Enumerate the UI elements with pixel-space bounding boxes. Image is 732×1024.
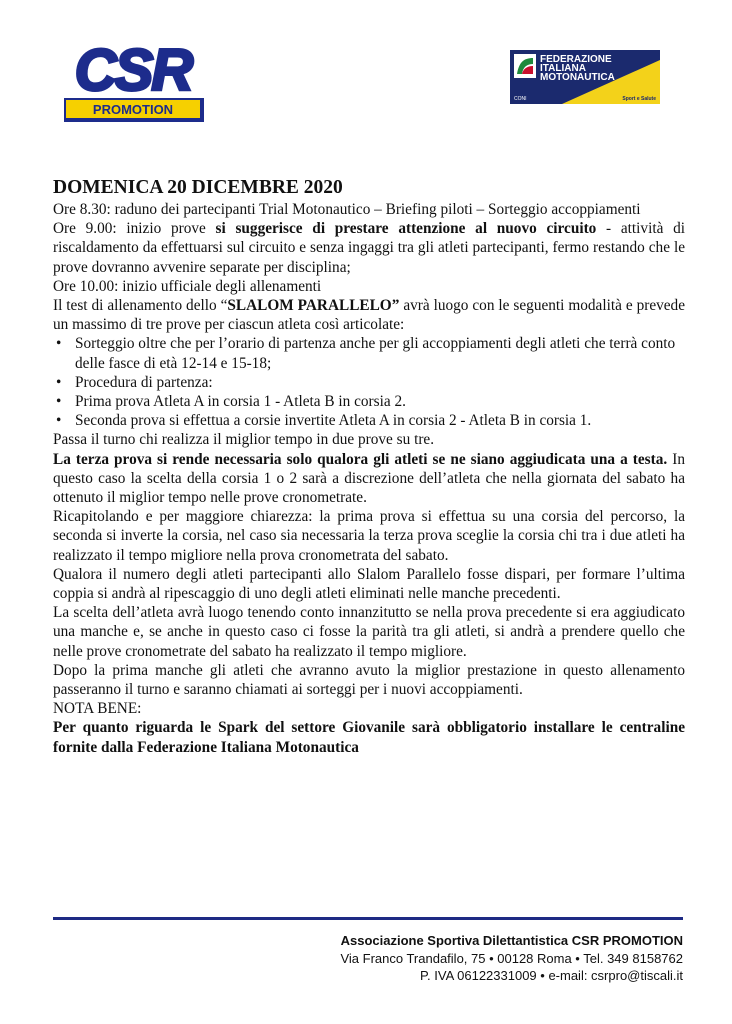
list-item: • Procedura di partenza: [53, 373, 685, 392]
slalom-parallelo-name: SLALOM PARALLELO” [227, 297, 400, 315]
csr-promotion-logo [60, 30, 206, 124]
federazione-italiana-motonautica-logo [510, 50, 660, 104]
footer-address: Via Franco Trandafilo, 75 • 00128 Roma • Tel. 349 8158762 [340, 950, 683, 966]
recap-paragraph: Ricapitolando e per maggiore chiarezza: la prima prova si effettua su una corsia del percorso, la seconda si inverte la corsia, nel caso sia necessaria la terza prova sceglie la corsia chi tra i due atleti ha realizzato il tempo migliore nella prova cronometrata del sabato. [53, 508, 685, 564]
after-first-manche-paragraph: Dopo la prima manche gli atleti che avranno avuto la miglior prestazione in questo allenamento passeranno il turno e saranno chiamati ai sorteggi per i nuovi accoppiamenti. [53, 661, 685, 699]
document-title: DOMENICA 20 DICEMBRE 2020 [53, 177, 343, 198]
schedule-1000: Ore 10.00: inizio ufficiale degli allenamenti [53, 277, 322, 295]
schedule-900-detail: - attività di riscaldamento da effettuarsi sul circuito e senza ingaggi tra gli atleti partecipanti, fermo restando che le prove dovranno avvenire separate per disciplina; [53, 220, 685, 276]
fim-logo-line1: FEDERAZIONE [540, 54, 612, 65]
third-race-rule-bold: La terza prova si rende necessaria solo qualora gli atleti se ne siano aggiudicata una a testa. [53, 450, 668, 468]
third-race-rule-detail: In questo caso la scelta della corsia 1 o 2 sarà a discrezione dell’atleta che nella giornata del sabato ha ottenuto il miglior tempo nelle prove cronometrate. [53, 450, 686, 507]
slalom-intro-c: avrà luogo con le seguenti modalità e prevede un massimo di tre prove per ciascun atleta così articolate: [53, 297, 685, 334]
list-item: • Prima prova Atleta A in corsia 1 - Atleta B in corsia 2. [53, 392, 685, 411]
schedule-900 [53, 219, 685, 277]
footer-divider [53, 917, 683, 920]
slalom-intro-a: Il test di allenamento dello “ [53, 297, 228, 315]
fim-logo-line3: MOTONAUTICA [540, 72, 615, 83]
third-race-rule [53, 450, 685, 508]
athlete-choice-paragraph: La scelta dell’atleta avrà luogo tenendo conto innanzitutto se nella prova precedente si era aggiudicato una manche e, se anche in questo caso ci fosse la parità tra gli atleti, si andrà a prendere quello che nelle prove cronometrate del sabato ha realizzato il tempo migliore. [53, 604, 685, 660]
list-item: • Sorteggio oltre che per l’orario di partenza anche per gli accoppiamenti degli atleti che terrà conto delle fasce di età 12-14 e 15-18; [53, 334, 685, 372]
footer-organization: Associazione Sportiva Dilettantistica CSR PROMOTION [340, 933, 683, 948]
odd-number-paragraph: Qualora il numero degli atleti partecipanti allo Slalom Parallelo fosse dispari, per formare l’ultima coppia si andrà al ripescaggio di uno degli atleti eliminati nelle manche precedenti. [53, 565, 685, 603]
schedule-900-intro: Ore 9.00: inizio prove [53, 220, 216, 238]
fim-logo-sport-caption: Sport e Salute [622, 96, 656, 102]
document-body [53, 176, 685, 757]
list-item: • Seconda prova si effettua a corsie invertite Atleta A in corsia 2 - Atleta B in corsia 1. [53, 411, 685, 430]
spark-requirement: Per quanto riguarda le Spark del settore Giovanile sarà obbligatorio installare le centraline fornite dalla Federazione Italiana Motonautica [53, 719, 685, 756]
footer [340, 932, 683, 985]
fim-logo-coni-caption: CONI [514, 96, 527, 102]
fim-logo-line2: ITALIANA [540, 63, 586, 74]
circuit-warning: si suggerisce di prestare attenzione al nuovo circuito [215, 220, 597, 238]
slalom-intro [53, 296, 685, 334]
passing-rule: Passa il turno chi realizza il miglior tempo in due prove su tre. [53, 431, 435, 449]
csr-logo-sub-text: PROMOTION [92, 102, 174, 117]
nota-bene-label: NOTA BENE: [53, 700, 142, 718]
procedure-list [53, 334, 685, 430]
csr-logo-main-text: CSR [74, 38, 192, 103]
footer-vat-email: P. IVA 06122331009 • e-mail: csrpro@tiscali.it [420, 968, 683, 983]
schedule-830: Ore 8.30: raduno dei partecipanti Trial Motonautico – Briefing piloti – Sorteggio accoppiamenti [53, 201, 641, 218]
